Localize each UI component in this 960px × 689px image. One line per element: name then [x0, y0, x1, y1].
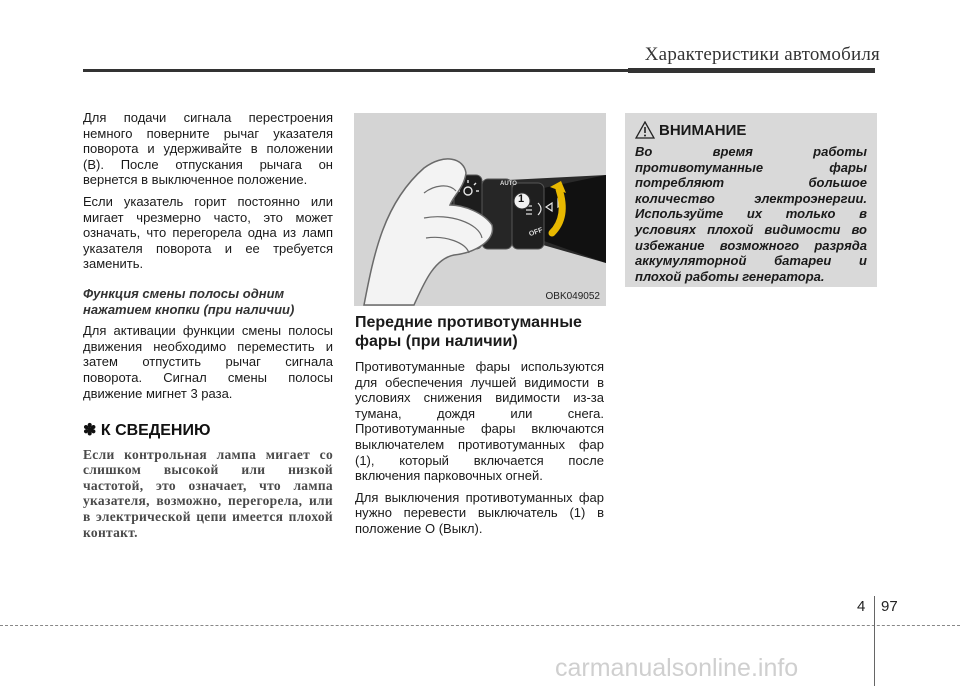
page-number: 97	[881, 598, 898, 615]
warning-title: ВНИМАНИЕ	[659, 121, 747, 139]
warning-triangle-icon	[635, 121, 655, 139]
warning-box	[625, 113, 877, 287]
paragraph: Для активации функции смены полосы движения необходимо переместить и затем отпустить рычаг сигнала поворота. Сигнал смены полосы движение мигнет 3 раза.	[83, 323, 333, 401]
figure-code: OBK049052	[545, 291, 600, 302]
watermark: carmanualsonline.info	[555, 654, 799, 682]
note-heading: ✽ К СВЕДЕНИЮ	[83, 422, 211, 440]
paragraph: Если указатель горит постоянно или мигает чрезмерно часто, это может означать, что перегорела одна из ламп указателя поворота и ее требуется заменить.	[83, 193, 333, 272]
auto-position-label: AUTO	[500, 181, 517, 187]
column-left	[83, 110, 333, 540]
paragraph: Для подачи сигнала перестроения немного поверните рычаг указателя поворота и удерживайте в положении (B). После отпускания рычага он вернется в выключенное положение.	[83, 110, 333, 188]
switch-position-marker: 1	[518, 193, 525, 205]
warning-text: Во время работы противотуманные фары потребляют большое количество электроэнергии. Используйте их только в условиях плохой видимости во избежание возможного разряда аккумуляторной батареи и плохой работы генератора.	[635, 144, 867, 284]
page-header-title: Характеристики автомобиля	[644, 44, 880, 65]
footer-divider	[874, 596, 875, 686]
section-heading: Передние противотуманные фары (при наличии)	[355, 314, 582, 350]
chapter-number: 4	[857, 598, 866, 615]
off-position-label: OFF	[528, 226, 544, 239]
header-rule-accent	[628, 68, 875, 73]
column-middle	[355, 313, 604, 543]
paragraph: Для выключения противотуманных фар нужно перевести выключатель (1) в положение О (Выкл).	[355, 489, 604, 536]
paragraph: Противотуманные фары используются для обеспечения лучшей видимости в условиях снижения видимости из-за тумана, дождя или снега. Противотуманные фары включаются выключателем противотуманных фар (1), который включается после включения парковочных огней.	[355, 359, 604, 484]
footer-rule	[0, 625, 960, 626]
note-body: Если контрольная лампа мигает со слишком высокой или низкой частотой, это означает, что лампа указателя, возможно, перегорела, или в электрической цепи имеется плохой контакт.	[83, 446, 333, 540]
stalk-hand-illustration	[354, 113, 606, 306]
subheading: Функция смены полосы одним нажатием кнопки (при наличии)	[83, 285, 295, 317]
warning-heading	[635, 121, 746, 139]
fog-light-switch-illustration	[354, 113, 606, 306]
